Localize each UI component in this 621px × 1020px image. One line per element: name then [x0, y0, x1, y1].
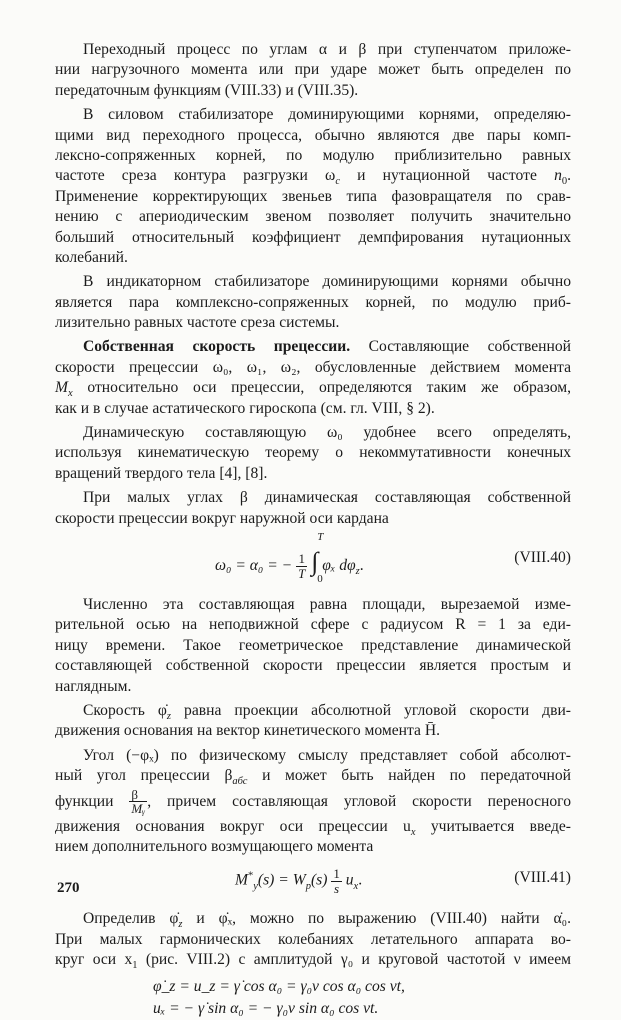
paragraph	[55, 272, 571, 333]
text-line: является пара комплексно-сопряженных корней, по модулю приб-	[55, 293, 571, 311]
text-line: Угол (−φₓ) по физическому смыслу представляет собой абсолют-	[83, 746, 571, 764]
text-line: Скорость $\varphi̇_z$ равна проекции абсолютной угловой скорости дви-	[83, 701, 571, 723]
text-line: наглядным.	[55, 677, 132, 695]
paragraph	[55, 909, 571, 970]
text-line: движения основания на вектор кинетического момента H̄.	[55, 722, 441, 740]
text-line: круг оси $x_1$ (рис. VIII.2) с амплитудой γ₀ и круговой частотой ν имеем	[55, 951, 571, 972]
text-line: Численно эта составляющая равна площади, вырезаемой изме-	[83, 595, 571, 613]
text-line: используя кинематическую теорему о некоммутативности конечных	[55, 444, 571, 462]
paragraph	[55, 337, 571, 419]
text-line: нению с апериодическим звеном позволяет получить значительно	[55, 208, 571, 226]
fraction: $\frac{1}{s}$	[333, 866, 340, 896]
page-body	[55, 40, 571, 1020]
text-line: В силовом стабилизаторе доминирующими корнями, определяю-	[83, 106, 571, 124]
text-line: Динамическую составляющую ω₀ удобнее всего определять,	[83, 424, 571, 442]
text-line: Собственная скорость прецессии. Составляющие собственной	[83, 338, 571, 356]
text-line: лизительно равных частоте среза системы.	[55, 314, 340, 332]
text-line: нием дополнительного возмущающего момента	[55, 837, 374, 855]
text-line: щими вид переходного процесса, обычно являются две пары комп-	[55, 126, 571, 144]
text-line: функции $\frac{\beta}{\text{Mᵧ}}$ , причем составляющая угловой скорости переносного	[55, 786, 571, 817]
text-line: скорости прецессии вокруг наружной оси кардана	[55, 509, 389, 527]
equation-viii-40	[55, 529, 571, 591]
paragraph	[55, 746, 571, 858]
page-number: 270	[57, 880, 80, 896]
text-line: рительной осью на неподвижной сфере с радиусом R = 1 за еди-	[55, 616, 571, 634]
text-line: скорости прецессии ω₀, ω₁, ω₂, обусловленные действием момента	[55, 358, 571, 376]
text-line: как и в случае астатического гироскопа (см. гл. VIII, § 2).	[55, 399, 435, 417]
paragraph	[55, 105, 571, 268]
text-line: ницу времени. Такое геометрическое представление динамической	[55, 636, 571, 654]
paragraph	[55, 40, 571, 101]
paragraph	[55, 595, 571, 697]
text-line: лексно-сопряженных корней, по модулю приблизительно равных	[55, 146, 571, 164]
equation-viii-41	[55, 857, 571, 905]
equation-number: (VIII.41)	[514, 869, 571, 887]
equation-line: uₓ = − γ̇ sin α₀ = − γ₀ν sin α₀ cos νt.	[153, 1000, 379, 1018]
text-line: частоте среза контура разгрузки $\omega_c$ и нутационной частоте $n_0$.	[55, 167, 572, 188]
text-line: больший относительный коэффициент демпфирования нутационных	[55, 228, 571, 246]
paragraph	[55, 488, 571, 529]
text-line: ный угол прецессии $\beta_{абс}$ и может быть найден по передаточной	[55, 767, 571, 788]
equation-body: ω₀ = α₀ = − $\frac{1}{T}$ ∫ T 0 φₓ $d\varphi_z$.	[215, 530, 364, 585]
text-line: При малых углах β динамическая составляющая собственной	[83, 489, 571, 507]
integral-sign: ∫ T 0	[311, 530, 324, 585]
text-line: В индикаторном стабилизаторе доминирующими корнями обычно	[83, 273, 571, 291]
text-line: движения основания вокруг оси прецессии $u_x$ учитывается введе-	[55, 817, 571, 838]
section-heading: Собственная скорость прецессии.	[83, 338, 351, 356]
text-line: нии нагрузочного момента или при ударе может быть определен по	[55, 61, 571, 79]
equation-block	[55, 976, 571, 1020]
equation-line: φ̇_z = u_z = γ̇ cos α₀ = γ₀ν cos α₀ cos νt,	[153, 978, 405, 996]
text-line: Применение корректирующих звеньев типа фазовращателя по срав-	[55, 187, 571, 205]
text-line: колебаний.	[55, 248, 128, 266]
fraction: $\frac{\beta}{\text{Mᵧ}}$	[131, 786, 146, 817]
text-line: составляющей собственной скорости прецессии является простым и	[55, 657, 571, 675]
text-line: вращений твердого тела [4], [8].	[55, 464, 268, 482]
text-line: передаточным функциям (VIII.33) и (VIII.35).	[55, 81, 359, 99]
text-line: При малых гармонических колебаниях летательного аппарата во-	[55, 930, 571, 948]
fraction: $\frac{1}{T}$	[298, 551, 306, 581]
text-line: Переходный процесс по углам α и β при ступенчатом приложе-	[83, 41, 571, 58]
paragraph	[55, 701, 571, 742]
text-line: $M_x$ относительно оси прецессии, определяются таким же образом,	[55, 379, 571, 400]
text-line: Определив $\varphi̇_z$ и φ̇ₓ, можно по выражению (VIII.40) найти α̇₀.	[83, 910, 571, 931]
paragraph	[55, 423, 571, 484]
equation-number: (VIII.40)	[514, 548, 571, 566]
equation-body: $M^*_y(s) = W_p(s)$ $\frac{1}{s}$ $u_x$.	[235, 866, 363, 896]
